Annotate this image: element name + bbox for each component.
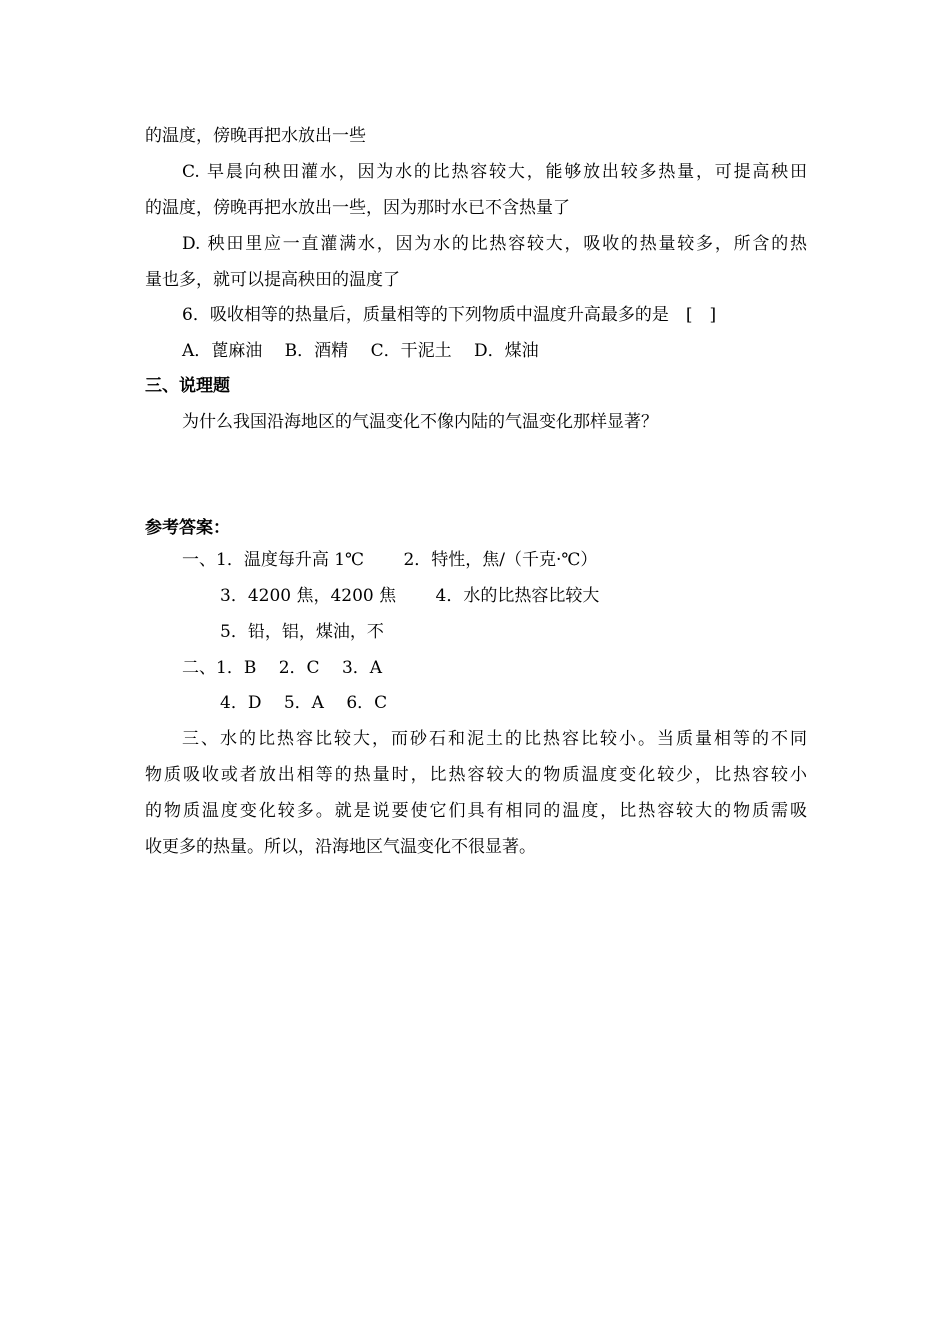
q6-options: A．蓖麻油 B．酒精 C．干泥土 D．煤油 [182, 341, 539, 361]
q5-option-d-line1: D. 秧田里应一直灌满水，因为水的比热容较大，吸收的热量较多，所含的热 [182, 234, 807, 254]
section3-question: 为什么我国沿海地区的气温变化不像内陆的气温变化那样显著？ [182, 412, 658, 432]
answer-part3-line2: 物质吸收或者放出相等的热量时，比热容较大的物质温度变化较少，比热容较小 [145, 765, 807, 785]
section3-heading: 三、说理题 [145, 376, 230, 396]
q5-option-b-tail: 的温度，傍晚再把水放出一些 [145, 126, 366, 146]
answers-heading: 参考答案： [145, 518, 230, 538]
answer-part1-line1: 一、1．温度每升高 1℃ 2．特性，焦/（千克·℃） [182, 550, 598, 570]
q6-stem: 6．吸收相等的热量后，质量相等的下列物质中温度升高最多的是 [ ] [182, 305, 717, 325]
answer-part3-line3: 的物质温度变化较多。就是说要使它们具有相同的温度，比热容较大的物质需吸 [145, 801, 807, 821]
answer-part1-line3: 5．铅，铝，煤油，不 [220, 622, 384, 642]
q5-option-c-line2: 的温度，傍晚再把水放出一些，因为那时水已不含热量了 [145, 198, 570, 218]
answer-part3-line1: 三、水的比热容比较大，而砂石和泥土的比热容比较小。当质量相等的不同 [182, 729, 807, 749]
answer-part1-line2: 3．4200 焦，4200 焦 4．水的比热容比较大 [220, 586, 600, 606]
q5-option-d-line2: 量也多，就可以提高秧田的温度了 [145, 270, 400, 290]
answer-part2-line1: 二、1．B 2．C 3．A [182, 658, 383, 678]
answer-part2-line2: 4．D 5．A 6．C [220, 693, 388, 713]
q5-option-c-line1: C. 早晨向秧田灌水，因为水的比热容较大，能够放出较多热量，可提高秧田 [182, 162, 807, 182]
answer-part3-line4: 收更多的热量。所以，沿海地区气温变化不很显著。 [145, 837, 536, 857]
